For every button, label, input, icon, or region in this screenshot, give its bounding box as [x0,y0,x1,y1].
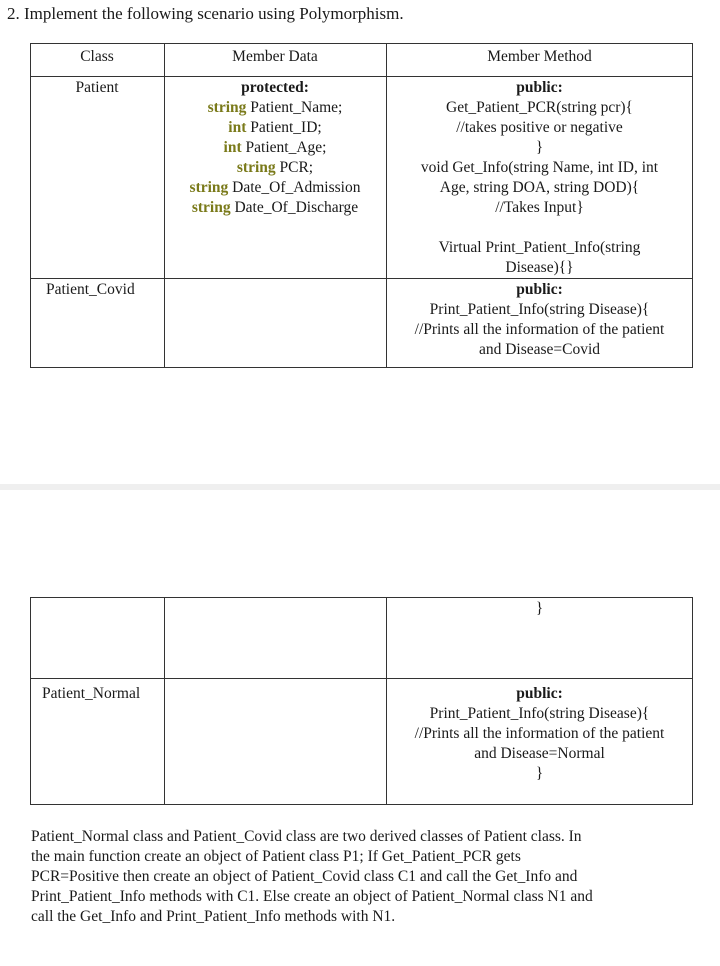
method-line: //Prints all the information of the patient [414,725,665,742]
data-member: string Date_Of_Discharge [191,199,359,216]
class-name-patient: Patient [75,79,119,96]
patient-normal-methods [386,684,693,784]
patient-covid-methods [386,280,693,360]
data-member: int Patient_ID; [228,119,322,136]
class-name-patient-normal: Patient_Normal [42,685,141,702]
paragraph-line: the main function create an object of Patient class P1; If Get_Patient_PCR gets [31,848,521,865]
page-break [0,484,720,490]
method-line: Print_Patient_Info(string Disease){ [429,301,650,318]
access-specifier: public: [516,79,563,96]
method-line: and Disease=Normal [474,745,605,762]
row-divider [30,76,693,77]
access-specifier: protected: [241,79,309,96]
patient-member-data [164,78,386,218]
row-divider [30,678,693,679]
header-member-method: Member Method [487,48,592,65]
method-line: Age, string DOA, string DOD){ [439,179,640,196]
method-line: Disease){} [505,259,574,276]
access-specifier: public: [516,685,563,702]
data-member: string PCR; [236,159,314,176]
access-specifier: public: [516,281,563,298]
continuation-brace: } [535,600,544,617]
method-line: } [535,765,544,782]
method-line: Get_Patient_PCR(string pcr){ [446,99,633,116]
method-line: and Disease=Covid [478,341,601,358]
method-line: Print_Patient_Info(string Disease){ [429,705,650,722]
paragraph-line: PCR=Positive then create an object of Patient_Covid class C1 and call the Get_Info and [31,868,578,885]
column-divider [164,597,165,805]
method-line: //takes positive or negative [456,119,623,136]
data-member: int Patient_Age; [223,139,327,156]
data-member: string Patient_Name; [207,99,343,116]
patient-member-methods [386,78,693,278]
paragraph-line: Patient_Normal class and Patient_Covid class are two derived classes of Patient class. In [31,828,582,845]
method-line: Virtual Print_Patient_Info(string [438,239,641,256]
data-member: string Date_Of_Admission [189,179,361,196]
row-divider [30,278,693,279]
header-class: Class [80,48,114,65]
question-heading: 2. Implement the following scenario using Polymorphism. [7,4,404,23]
method-line: //Takes Input} [495,199,584,216]
method-line: } [535,139,544,156]
paragraph-line: call the Get_Info and Print_Patient_Info methods with N1. [31,908,396,925]
method-line: void Get_Info(string Name, int ID, int [420,159,659,176]
header-member-data: Member Data [232,48,318,65]
paragraph-line: Print_Patient_Info methods with C1. Else create an object of Patient_Normal class N1 and [31,888,593,905]
class-name-patient-covid: Patient_Covid [46,281,135,298]
method-line: //Prints all the information of the patient [414,321,665,338]
scenario-description [31,827,661,927]
